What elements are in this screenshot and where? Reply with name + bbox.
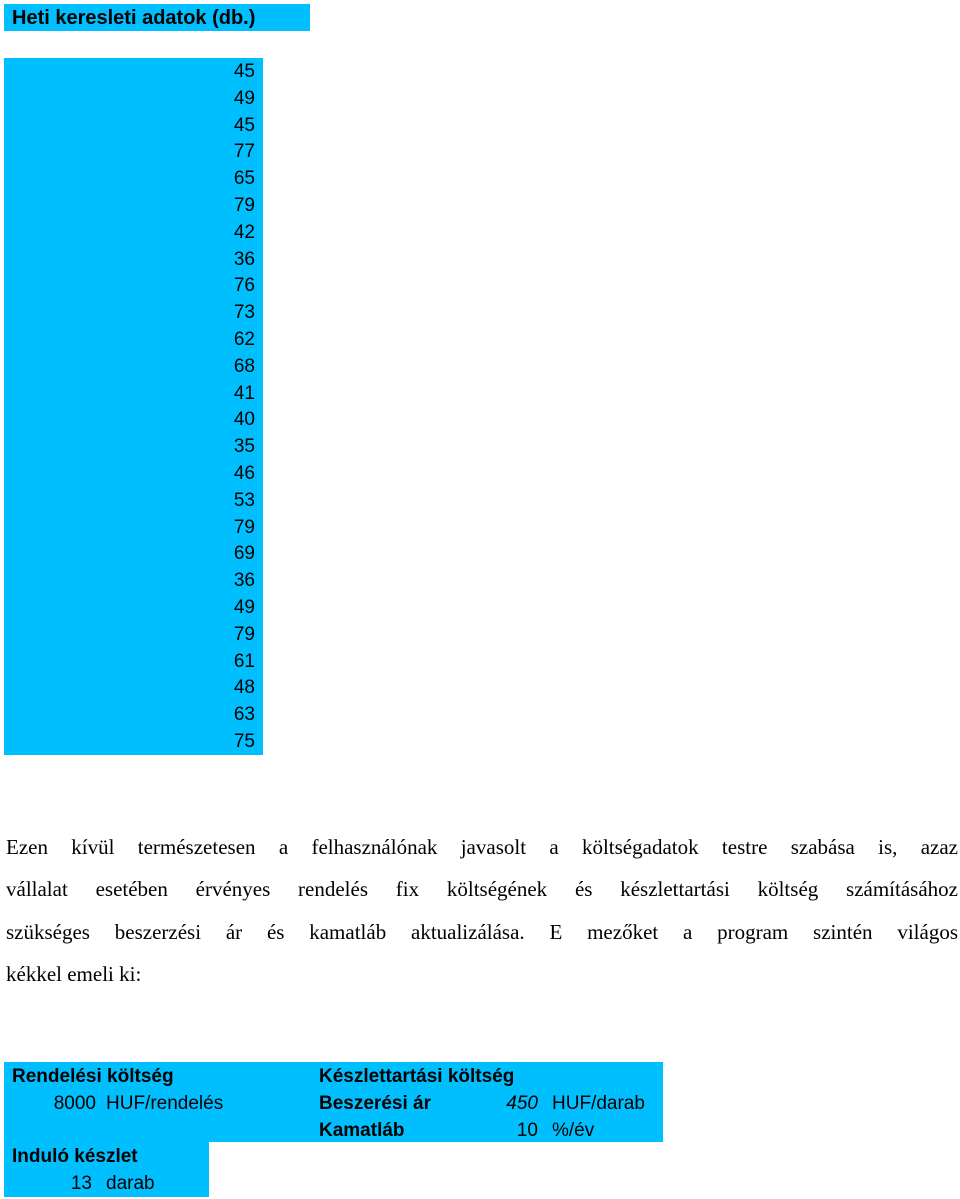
- demand-value-cell[interactable]: 65: [233, 168, 255, 190]
- order-cost-label: Rendelési költség: [12, 1066, 174, 1087]
- demand-value-cell[interactable]: 45: [233, 61, 255, 82]
- paragraph-line: vállalat esetében érvényes rendelés fix költségének és készlettartási költség számításához: [6, 877, 958, 902]
- demand-value-cell[interactable]: 68: [233, 355, 255, 377]
- demand-value-cell[interactable]: 62: [233, 329, 255, 350]
- order-cost-unit: HUF/rendelés: [106, 1093, 224, 1114]
- demand-value-cell[interactable]: 48: [233, 677, 255, 699]
- demand-value-cell[interactable]: 45: [233, 114, 255, 136]
- header-cell[interactable]: [4, 4, 310, 31]
- initial-stock-unit: darab: [106, 1173, 155, 1194]
- interest-rate-label: Kamatláb: [319, 1120, 405, 1141]
- demand-value-cell[interactable]: 79: [233, 516, 255, 538]
- paragraph-line: Ezen kívül természetesen a felhasználónak javasolt a költségadatok testre szabása is, azaz: [6, 835, 958, 859]
- demand-value-cell[interactable]: 49: [233, 597, 255, 618]
- paragraph-line: szükséges beszerzési ár és kamatláb aktualizálása. E mezőket a program szintén világos: [6, 919, 958, 944]
- initial-stock-label: Induló készlet: [12, 1146, 138, 1167]
- demand-value-cell[interactable]: 35: [233, 436, 255, 458]
- purchase-price-input[interactable]: 450: [506, 1093, 538, 1114]
- holding-cost-label: Készlettartási költség: [319, 1066, 515, 1087]
- demand-value-cell[interactable]: 79: [233, 195, 255, 216]
- interest-rate-unit: %/év: [552, 1120, 595, 1141]
- cost-parameters-block: [4, 1062, 663, 1142]
- demand-value-cell[interactable]: 63: [233, 704, 255, 726]
- demand-value-cell[interactable]: 73: [233, 302, 255, 324]
- demand-value-cell[interactable]: 76: [233, 275, 255, 297]
- weekly-demand-column: [4, 58, 263, 755]
- header-title: Heti keresleti adatok (db.): [12, 7, 256, 29]
- paragraph-line: kékkel emeli ki:: [6, 962, 142, 987]
- demand-value-cell[interactable]: 69: [233, 543, 255, 565]
- demand-value-cell[interactable]: 53: [233, 489, 255, 511]
- demand-value-cell[interactable]: 40: [233, 409, 255, 431]
- order-cost-input[interactable]: 8000: [53, 1093, 96, 1114]
- demand-value-cell[interactable]: 46: [233, 463, 255, 484]
- demand-value-cell[interactable]: 77: [233, 141, 255, 163]
- purchase-price-unit: HUF/darab: [552, 1093, 645, 1114]
- demand-value-cell[interactable]: 49: [233, 87, 255, 109]
- demand-value-cell[interactable]: 61: [233, 650, 255, 672]
- demand-value-cell[interactable]: 36: [233, 570, 255, 592]
- explanation-paragraph: [6, 826, 958, 996]
- initial-stock-block: [4, 1142, 209, 1197]
- demand-value-cell[interactable]: 79: [233, 623, 255, 645]
- demand-value-cell[interactable]: 75: [233, 731, 255, 752]
- interest-rate-input[interactable]: 10: [516, 1120, 538, 1141]
- demand-value-cell[interactable]: 41: [233, 382, 255, 404]
- purchase-price-label: Beszerési ár: [319, 1093, 431, 1114]
- demand-value-cell[interactable]: 36: [233, 248, 255, 270]
- demand-value-cell[interactable]: 42: [233, 221, 255, 243]
- initial-stock-input[interactable]: 13: [70, 1173, 92, 1194]
